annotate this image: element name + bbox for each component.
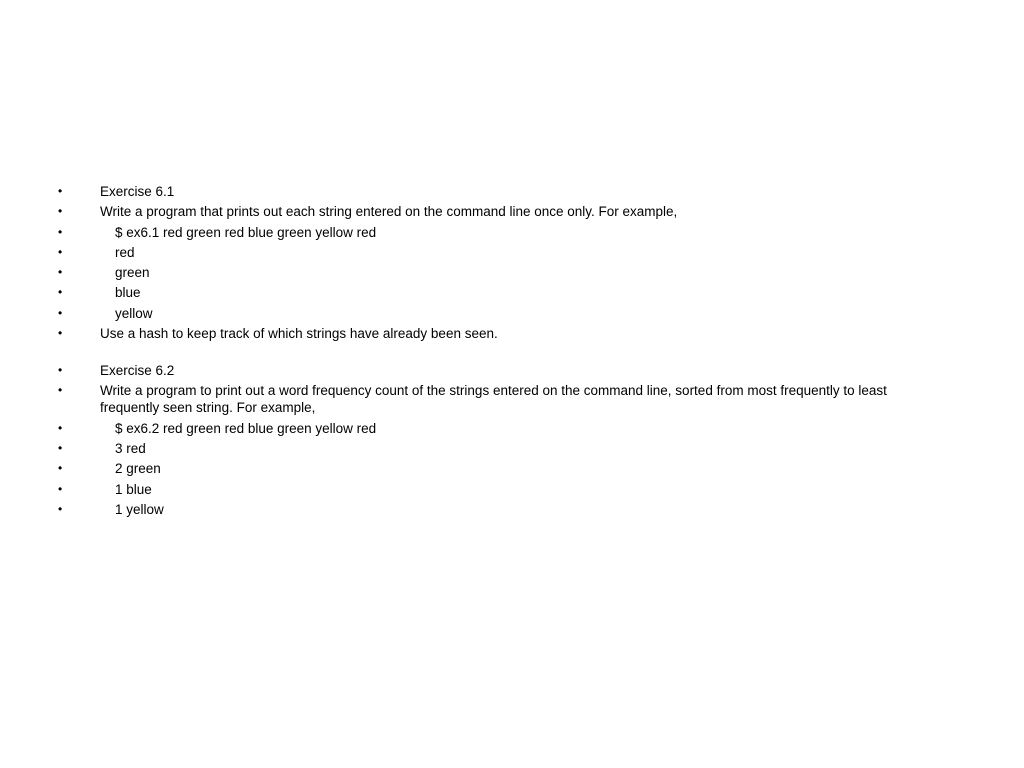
bullet-icon: • bbox=[58, 501, 63, 516]
list-item-text: Exercise 6.2 bbox=[100, 363, 175, 379]
list-item-output bbox=[58, 264, 938, 281]
bullet-icon: • bbox=[58, 383, 63, 398]
list-item-text: Write a program to print out a word frequency count of the strings entered on the command line, sorted from most frequently to least frequently seen string. For example, bbox=[100, 383, 887, 416]
list-item-text: $ ex6.2 red green red blue green yellow red bbox=[115, 420, 377, 436]
bullet-icon: • bbox=[58, 481, 63, 496]
list-item-exercise-6-2-description bbox=[58, 382, 938, 416]
bullet-icon: • bbox=[58, 461, 63, 476]
bullet-icon: • bbox=[58, 204, 63, 219]
list-item-text: Exercise 6.1 bbox=[100, 184, 175, 199]
list-item-output bbox=[58, 481, 938, 498]
list-item-output bbox=[58, 501, 938, 518]
list-item-output bbox=[58, 460, 938, 477]
bullet-icon: • bbox=[58, 184, 63, 198]
list-item-example-command bbox=[58, 224, 938, 241]
list-item-example-command bbox=[58, 420, 938, 437]
bullet-icon: • bbox=[58, 326, 63, 341]
list-item-text: yellow bbox=[115, 305, 153, 321]
list-item-hint bbox=[58, 325, 938, 342]
list-item-text: red bbox=[115, 244, 135, 260]
list-item-text: Write a program that prints out each string entered on the command line once only. For example, bbox=[100, 204, 678, 220]
list-item-text: green bbox=[115, 265, 150, 281]
list-item-output bbox=[58, 440, 938, 457]
list-item-text: $ ex6.1 red green red blue green yellow red bbox=[115, 224, 377, 240]
list-item-text: Use a hash to keep track of which strings have already been seen. bbox=[100, 326, 498, 342]
list-item-text: 1 yellow bbox=[115, 501, 164, 517]
list-item-text: blue bbox=[115, 285, 141, 301]
list-item-exercise-6-1-description bbox=[58, 203, 938, 220]
bullet-icon: • bbox=[58, 285, 63, 300]
bullet-icon: • bbox=[58, 420, 63, 435]
bullet-icon: • bbox=[58, 363, 63, 378]
list-item-text: 3 red bbox=[115, 440, 146, 456]
list-item-exercise-6-1-title bbox=[58, 183, 938, 200]
bullet-icon: • bbox=[58, 305, 63, 320]
bullet-icon: • bbox=[58, 265, 63, 280]
list-item-text: 1 blue bbox=[115, 481, 152, 497]
list-item-text: 2 green bbox=[115, 461, 161, 477]
bullet-icon: • bbox=[58, 244, 63, 259]
list-item-output bbox=[58, 305, 938, 322]
list-item-exercise-6-2-title bbox=[58, 362, 938, 379]
bullet-icon: • bbox=[58, 440, 63, 455]
bullet-icon: • bbox=[58, 224, 63, 239]
list-item-output bbox=[58, 284, 938, 301]
bullet-list bbox=[58, 183, 938, 521]
list-item-output bbox=[58, 244, 938, 261]
